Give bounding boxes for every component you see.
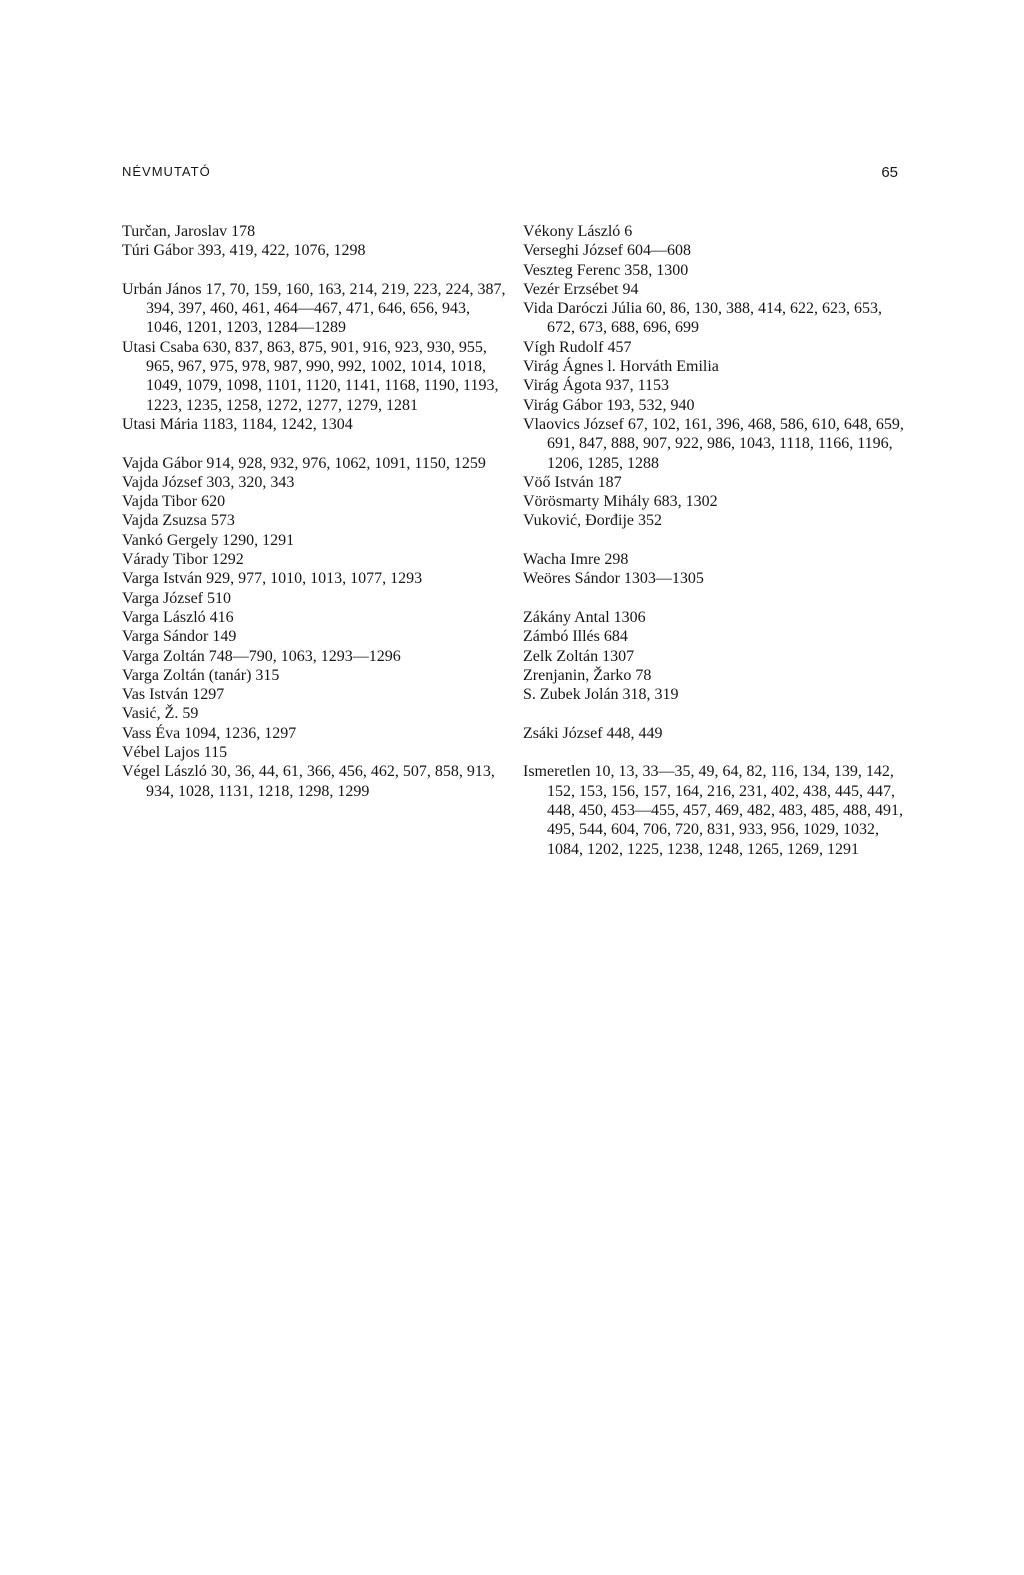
index-entry: Zákány Antal 1306: [523, 608, 646, 626]
index-entry: Ismeretlen 10, 13, 33—35, 49, 64, 82, 116, 134, 139, 142, 152, 153, 156, 157, 164, 216, 231, 402, 438, 445, 447, 448, 450, 453—455, 457, 469, 482, 483, 485, 488, 491, 495, 544, 604, 706, 720, 831, 933, 956, 1029, 1032, 1084, 1202, 1225, 1238, 1248, 1265, 1269, 1291: [523, 763, 903, 858]
index-letter-gap: [523, 589, 908, 608]
index-entry: Túri Gábor 393, 419, 422, 1076, 1298: [122, 242, 366, 260]
index-entry: Turčan, Jaroslav 178: [122, 223, 256, 240]
index-letter-gap: [523, 743, 908, 762]
page-number: 65: [881, 164, 898, 181]
index-entry: Virág Gábor 193, 532, 940: [523, 396, 695, 414]
index-entry: Vajda Zsuzsa 573: [122, 512, 235, 530]
index-letter-gap: [122, 434, 507, 453]
index-entry: Vuković, Đorđije 352: [523, 512, 663, 530]
index-entry: Vlaovics József 67, 102, 161, 396, 468, 586, 610, 648, 659, 691, 847, 888, 907, 922, 986, 1043, 1118, 1166, 1196, 1206, 1285, 1288: [523, 415, 904, 472]
index-letter-gap: [523, 531, 908, 550]
index-entry: Vígh Rudolf 457: [523, 338, 632, 356]
index-entry: S. Zubek Jolán 318, 319: [523, 686, 679, 704]
index-entry: Vébel Lajos 115: [122, 744, 228, 762]
index-entry: Varga József 510: [122, 589, 232, 607]
index-entry: Vajda József 303, 320, 343: [122, 473, 295, 491]
index-entry: Virág Ágnes l. Horváth Emilia: [523, 358, 719, 376]
index-column-right: [523, 222, 908, 859]
index-entry: Vöő István 187: [523, 473, 622, 491]
index-entry: Zsáki József 448, 449: [523, 724, 663, 742]
index-entry: Vörösmarty Mihály 683, 1302: [523, 493, 718, 511]
index-entry: Urbán János 17, 70, 159, 160, 163, 214, 219, 223, 224, 387, 394, 397, 460, 461, 464—467, 471, 646, 656, 943, 1046, 1201, 1203, 1284—1289: [122, 280, 506, 337]
index-entry: Vajda Tibor 620: [122, 493, 226, 511]
index-column-left: [122, 222, 507, 801]
index-letter-gap: [523, 704, 908, 723]
index-entry: Vas István 1297: [122, 686, 225, 704]
index-entry: Várady Tibor 1292: [122, 551, 244, 569]
index-entry: Végel László 30, 36, 44, 61, 366, 456, 462, 507, 858, 913, 934, 1028, 1131, 1218, 1298, 1299: [122, 763, 495, 800]
index-entry: Utasi Csaba 630, 837, 863, 875, 901, 916, 923, 930, 955, 965, 967, 975, 978, 987, 990, 992, 1002, 1014, 1018, 1049, 1079, 1098, 1101, 1120, 1141, 1168, 1190, 1193, 1223, 1235, 1258, 1272, 1277, 1279, 1281: [122, 338, 499, 414]
index-entry: Vankó Gergely 1290, 1291: [122, 531, 295, 549]
index-entry: Zelk Zoltán 1307: [523, 647, 635, 665]
index-entry: Wacha Imre 298: [523, 551, 629, 569]
index-entry: Varga Zoltán (tanár) 315: [122, 666, 280, 684]
index-entry: Zámbó Illés 684: [523, 628, 628, 646]
index-entry: Vida Daróczi Júlia 60, 86, 130, 388, 414, 622, 623, 653, 672, 673, 688, 696, 699: [523, 300, 882, 337]
index-entry: Varga Zoltán 748—790, 1063, 1293—1296: [122, 647, 401, 665]
index-entry: Vasić, Ž. 59: [122, 705, 199, 723]
index-entry: Verseghi József 604—608: [523, 242, 691, 260]
index-entry: Weöres Sándor 1303—1305: [523, 570, 704, 588]
index-entry: Vajda Gábor 914, 928, 932, 976, 1062, 1091, 1150, 1259: [122, 454, 486, 472]
index-letter-gap: [122, 261, 507, 280]
index-entry: Virág Ágota 937, 1153: [523, 377, 669, 395]
index-entry: Varga István 929, 977, 1010, 1013, 1077, 1293: [122, 570, 423, 588]
index-entry: Varga László 416: [122, 608, 234, 626]
index-entry: Zrenjanin, Žarko 78: [523, 666, 652, 684]
running-header-title: NÉVMUTATÓ: [122, 164, 211, 179]
index-entry: Veszteg Ferenc 358, 1300: [523, 261, 689, 279]
index-entry: Vékony László 6: [523, 223, 633, 240]
index-entry: Utasi Mária 1183, 1184, 1242, 1304: [122, 415, 353, 433]
index-entry: Vass Éva 1094, 1236, 1297: [122, 724, 297, 742]
index-entry: Varga Sándor 149: [122, 628, 237, 646]
index-entry: Vezér Erzsébet 94: [523, 280, 639, 298]
